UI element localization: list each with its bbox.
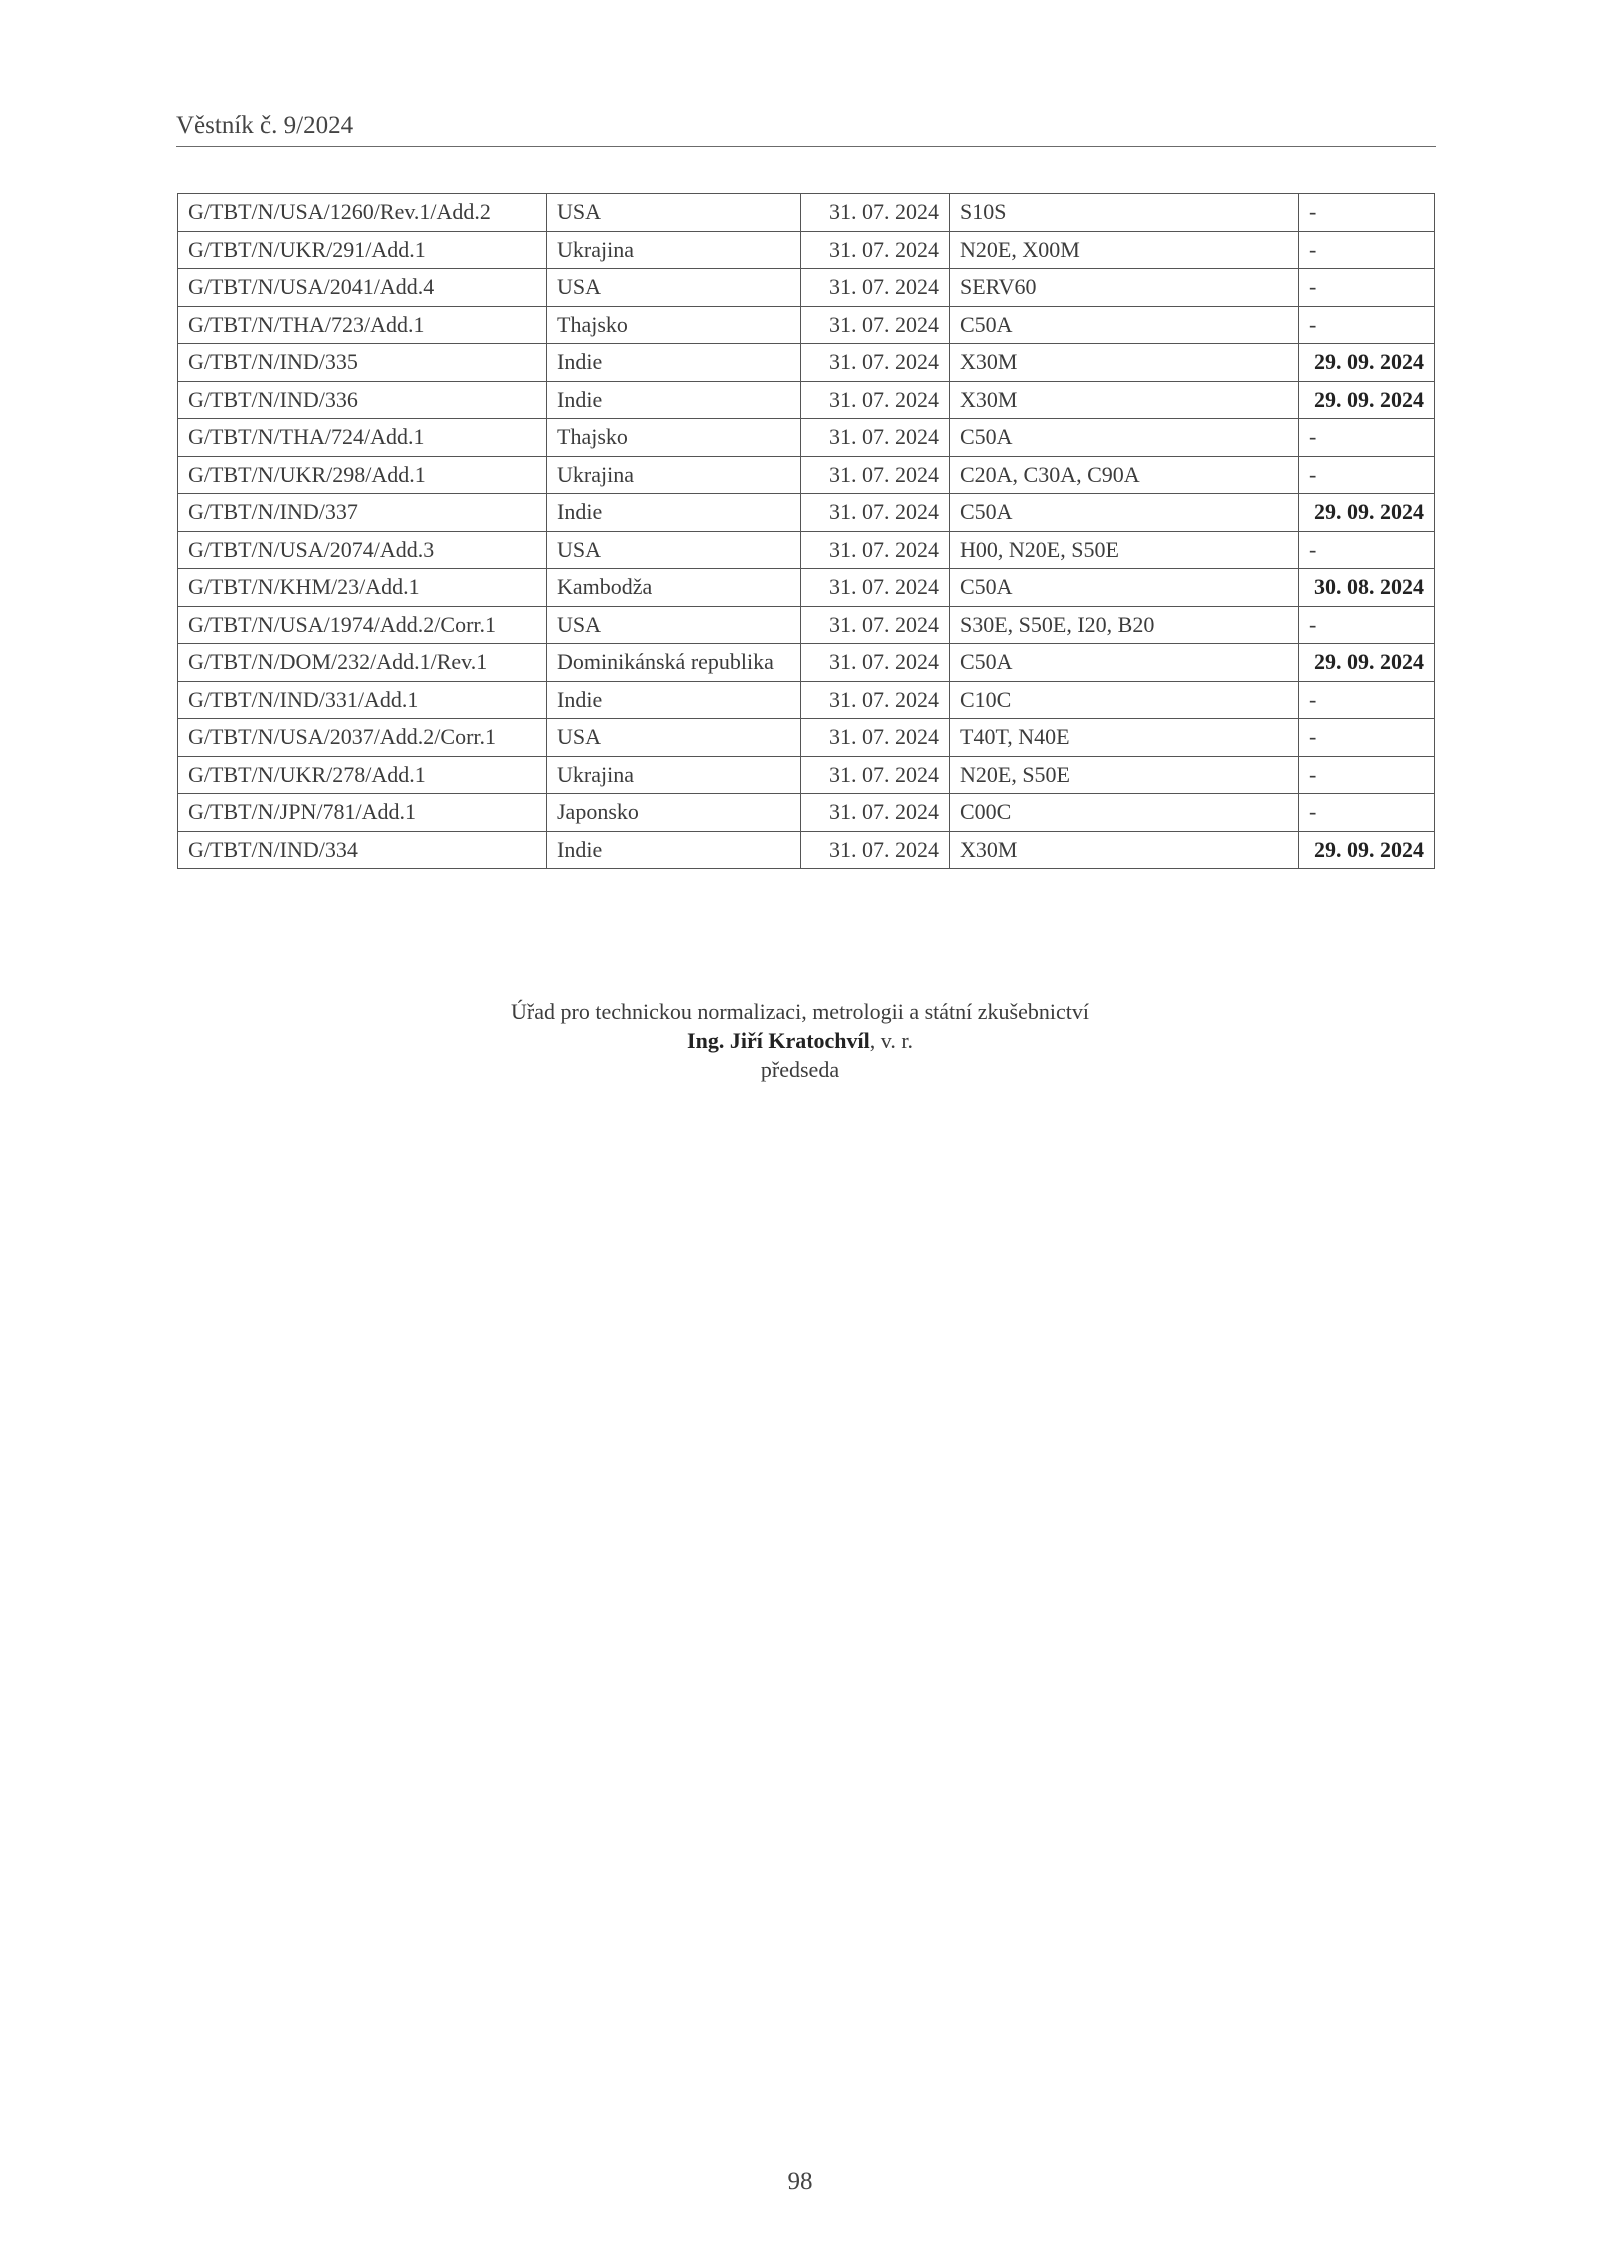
signatory-name: Ing. Jiří Kratochvíl [687, 1028, 870, 1053]
table-row [178, 456, 1435, 494]
notification-number-cell: G/TBT/N/IND/336 [178, 381, 547, 419]
notification-number-cell: G/TBT/N/USA/2074/Add.3 [178, 531, 547, 569]
ics-codes-cell: N20E, S50E [950, 756, 1299, 794]
country-cell: Kambodža [547, 569, 801, 607]
journal-issue-title: Věstník č. 9/2024 [176, 112, 354, 139]
date-cell: 31. 07. 2024 [801, 569, 950, 607]
signatory-suffix: , v. r. [869, 1028, 913, 1053]
table-row [178, 194, 1435, 232]
comment-deadline-cell: - [1299, 419, 1435, 457]
comment-deadline-cell: - [1299, 794, 1435, 832]
ics-codes-cell: C50A [950, 644, 1299, 682]
ics-codes-cell: X30M [950, 344, 1299, 382]
notification-number-cell: G/TBT/N/USA/2041/Add.4 [178, 269, 547, 307]
notification-number-cell: G/TBT/N/IND/331/Add.1 [178, 681, 547, 719]
notification-number-cell: G/TBT/N/UKR/298/Add.1 [178, 456, 547, 494]
table-row [178, 344, 1435, 382]
country-cell: USA [547, 269, 801, 307]
date-cell: 31. 07. 2024 [801, 419, 950, 457]
country-cell: Thajsko [547, 306, 801, 344]
ics-codes-cell: C50A [950, 569, 1299, 607]
comment-deadline-cell: - [1299, 456, 1435, 494]
comment-deadline-cell: - [1299, 681, 1435, 719]
country-cell: Indie [547, 831, 801, 869]
date-cell: 31. 07. 2024 [801, 306, 950, 344]
comment-deadline-cell: 29. 09. 2024 [1299, 644, 1435, 682]
ics-codes-cell: C50A [950, 306, 1299, 344]
date-cell: 31. 07. 2024 [801, 644, 950, 682]
comment-deadline-cell: - [1299, 719, 1435, 757]
date-cell: 31. 07. 2024 [801, 231, 950, 269]
date-cell: 31. 07. 2024 [801, 194, 950, 232]
notification-number-cell: G/TBT/N/USA/2037/Add.2/Corr.1 [178, 719, 547, 757]
table-row [178, 419, 1435, 457]
comment-deadline-cell: - [1299, 531, 1435, 569]
signatory-role: předseda [760, 1057, 840, 1082]
comment-deadline-cell: 30. 08. 2024 [1299, 569, 1435, 607]
comment-deadline-cell: - [1299, 231, 1435, 269]
notification-number-cell: G/TBT/N/UKR/278/Add.1 [178, 756, 547, 794]
ics-codes-cell: S10S [950, 194, 1299, 232]
notification-number-cell: G/TBT/N/USA/1260/Rev.1/Add.2 [178, 194, 547, 232]
table-row [178, 531, 1435, 569]
date-cell: 31. 07. 2024 [801, 494, 950, 532]
country-cell: Thajsko [547, 419, 801, 457]
table-row [178, 381, 1435, 419]
comment-deadline-cell: 29. 09. 2024 [1299, 831, 1435, 869]
notification-number-cell: G/TBT/N/IND/335 [178, 344, 547, 382]
date-cell: 31. 07. 2024 [801, 831, 950, 869]
notification-number-cell: G/TBT/N/KHM/23/Add.1 [178, 569, 547, 607]
comment-deadline-cell: - [1299, 756, 1435, 794]
notification-number-cell: G/TBT/N/DOM/232/Add.1/Rev.1 [178, 644, 547, 682]
ics-codes-cell: T40T, N40E [950, 719, 1299, 757]
comment-deadline-cell: 29. 09. 2024 [1299, 344, 1435, 382]
country-cell: Dominikánská republika [547, 644, 801, 682]
ics-codes-cell: N20E, X00M [950, 231, 1299, 269]
date-cell: 31. 07. 2024 [801, 344, 950, 382]
ics-codes-cell: S30E, S50E, I20, B20 [950, 606, 1299, 644]
notification-number-cell: G/TBT/N/JPN/781/Add.1 [178, 794, 547, 832]
table-row [178, 269, 1435, 307]
notification-number-cell: G/TBT/N/THA/723/Add.1 [178, 306, 547, 344]
signature-block [0, 997, 1600, 1084]
ics-codes-cell: C50A [950, 419, 1299, 457]
comment-deadline-cell: - [1299, 606, 1435, 644]
table-row [178, 756, 1435, 794]
date-cell: 31. 07. 2024 [801, 456, 950, 494]
table-row [178, 494, 1435, 532]
page-number: 98 [787, 2168, 813, 2195]
country-cell: Indie [547, 681, 801, 719]
notifications-table-body [178, 194, 1435, 869]
date-cell: 31. 07. 2024 [801, 269, 950, 307]
country-cell: Japonsko [547, 794, 801, 832]
country-cell: USA [547, 606, 801, 644]
country-cell: Indie [547, 381, 801, 419]
country-cell: Indie [547, 344, 801, 382]
date-cell: 31. 07. 2024 [801, 719, 950, 757]
country-cell: USA [547, 531, 801, 569]
signatory-line [0, 1026, 1600, 1055]
comment-deadline-cell: - [1299, 269, 1435, 307]
notification-number-cell: G/TBT/N/IND/334 [178, 831, 547, 869]
ics-codes-cell: C20A, C30A, C90A [950, 456, 1299, 494]
country-cell: USA [547, 719, 801, 757]
country-cell: Ukrajina [547, 756, 801, 794]
notification-number-cell: G/TBT/N/IND/337 [178, 494, 547, 532]
date-cell: 31. 07. 2024 [801, 756, 950, 794]
comment-deadline-cell: - [1299, 306, 1435, 344]
country-cell: Indie [547, 494, 801, 532]
table-row [178, 831, 1435, 869]
table-row [178, 606, 1435, 644]
table-row [178, 681, 1435, 719]
ics-codes-cell: C10C [950, 681, 1299, 719]
comment-deadline-cell: 29. 09. 2024 [1299, 494, 1435, 532]
ics-codes-cell: X30M [950, 381, 1299, 419]
comment-deadline-cell: 29. 09. 2024 [1299, 381, 1435, 419]
date-cell: 31. 07. 2024 [801, 794, 950, 832]
page-header [176, 112, 1436, 147]
table-row [178, 719, 1435, 757]
table-row [178, 644, 1435, 682]
notification-number-cell: G/TBT/N/USA/1974/Add.2/Corr.1 [178, 606, 547, 644]
notification-number-cell: G/TBT/N/THA/724/Add.1 [178, 419, 547, 457]
country-cell: Ukrajina [547, 231, 801, 269]
comment-deadline-cell: - [1299, 194, 1435, 232]
ics-codes-cell: H00, N20E, S50E [950, 531, 1299, 569]
table-row [178, 569, 1435, 607]
office-name: Úřad pro technickou normalizaci, metrologii a státní zkušebnictví [511, 999, 1089, 1024]
ics-codes-cell: C00C [950, 794, 1299, 832]
ics-codes-cell: C50A [950, 494, 1299, 532]
country-cell: USA [547, 194, 801, 232]
table-row [178, 794, 1435, 832]
country-cell: Ukrajina [547, 456, 801, 494]
notification-number-cell: G/TBT/N/UKR/291/Add.1 [178, 231, 547, 269]
notifications-table [177, 193, 1435, 869]
table-row [178, 306, 1435, 344]
ics-codes-cell: X30M [950, 831, 1299, 869]
date-cell: 31. 07. 2024 [801, 681, 950, 719]
date-cell: 31. 07. 2024 [801, 606, 950, 644]
date-cell: 31. 07. 2024 [801, 381, 950, 419]
ics-codes-cell: SERV60 [950, 269, 1299, 307]
date-cell: 31. 07. 2024 [801, 531, 950, 569]
table-row [178, 231, 1435, 269]
